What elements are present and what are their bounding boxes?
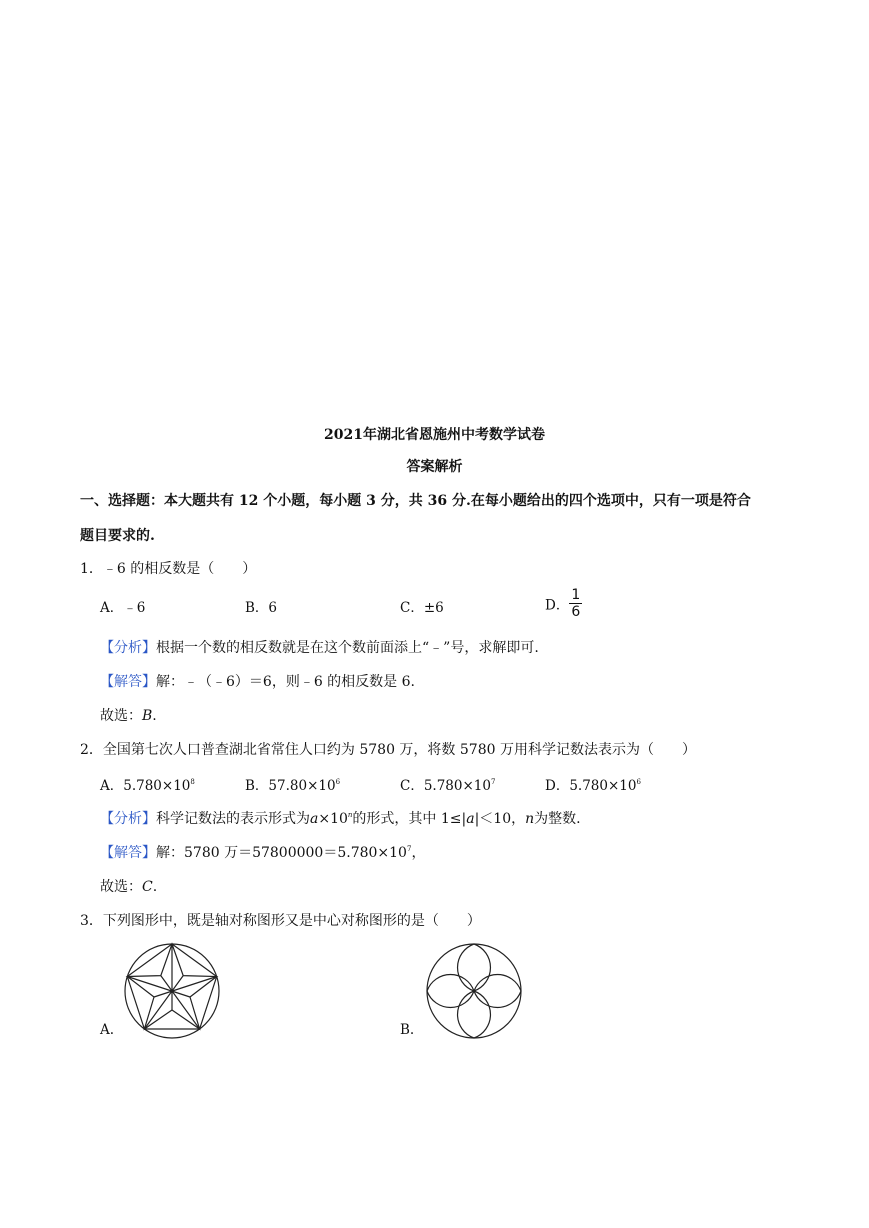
section-heading-line2: 题目要求的.	[80, 528, 155, 544]
analysis-text: 的形式，其中 1≤|	[352, 811, 467, 827]
q1-option-d-fraction	[569, 588, 582, 619]
choice-prefix: 故选：	[100, 708, 142, 724]
answer-text: ，	[411, 845, 426, 861]
math-var-a: a	[466, 811, 475, 827]
page-subtitle: 答案解析	[406, 459, 463, 475]
analysis-text: 根据一个数的相反数就是在这个数前面添上“﹣”号，求解即可.	[156, 640, 539, 656]
analysis-tag: 【分析】	[100, 811, 156, 827]
q1-option-b: B．6	[245, 600, 278, 616]
q3-option-b-label: B.	[400, 1022, 415, 1038]
option-text: C．5.780×10	[400, 778, 491, 794]
choice-suffix: .	[152, 708, 157, 724]
q1-analysis	[100, 637, 539, 657]
answer-exponent: 7	[406, 845, 412, 853]
q2-analysis	[100, 808, 581, 828]
q2-option-c	[400, 774, 495, 794]
answer-tag: 【解答】	[100, 674, 156, 690]
q1-option-c: C．±6	[400, 600, 444, 616]
q2-choice	[100, 876, 157, 896]
choice-prefix: 故选：	[100, 879, 142, 895]
analysis-tag: 【分析】	[100, 640, 156, 656]
q1-answer	[100, 671, 415, 691]
analysis-text: 科学记数法的表示形式为	[156, 811, 310, 827]
choice-suffix: .	[152, 879, 158, 895]
petal-circle-figure	[424, 941, 524, 1041]
choice-letter: B	[142, 708, 153, 724]
option-exponent: 8	[190, 778, 195, 786]
q2-answer	[100, 842, 425, 862]
q1-choice	[100, 705, 157, 725]
analysis-text: ×10	[318, 811, 348, 827]
q1-option-d-prefix: D．	[545, 597, 570, 614]
option-exponent: 6	[335, 778, 341, 786]
math-var-a: a	[310, 811, 319, 827]
option-text: D．5.780×10	[545, 778, 637, 794]
choice-letter: C	[142, 879, 153, 895]
fraction-denominator: 6	[571, 604, 581, 620]
section-heading-line1: 一、选择题：本大题共有 12 个小题，每小题 3 分，共 36 分.在每小题给出的四个选项中，只有一项是符合	[80, 493, 751, 509]
math-exponent-n: n	[347, 811, 353, 819]
q3-stem: 3．下列图形中，既是轴对称图形又是中心对称图形的是（ ）	[80, 913, 481, 929]
q2-option-b	[245, 774, 340, 794]
q1-option-d	[545, 588, 582, 619]
option-text: B．57.80×10	[245, 778, 336, 794]
math-var-n: n	[525, 811, 535, 827]
option-text: A．5.780×10	[100, 778, 191, 794]
analysis-text: |＜10，	[474, 811, 526, 827]
q3-option-a-label: A.	[100, 1022, 115, 1038]
fraction-numerator: 1	[571, 587, 581, 603]
answer-text: 解：5780 万＝57800000＝5.780×10	[156, 845, 407, 861]
analysis-text: 为整数.	[534, 811, 581, 827]
q1-stem: 1．﹣6 的相反数是（ ）	[80, 561, 257, 577]
q2-option-a	[100, 774, 195, 794]
star-in-circle-figure	[122, 941, 222, 1041]
option-exponent: 7	[490, 778, 496, 786]
q2-option-d	[545, 774, 641, 794]
page-title: 2021年湖北省恩施州中考数学试卷	[324, 427, 545, 443]
option-exponent: 6	[636, 778, 641, 786]
q2-stem: 2．全国第七次人口普查湖北省常住人口约为 5780 万，将数 5780 万用科学记数法表示为（ ）	[80, 742, 696, 758]
q1-option-a: A．﹣6	[100, 600, 146, 616]
answer-tag: 【解答】	[100, 845, 156, 861]
answer-text: 解：﹣（﹣6）＝6，则﹣6 的相反数是 6.	[156, 674, 415, 690]
